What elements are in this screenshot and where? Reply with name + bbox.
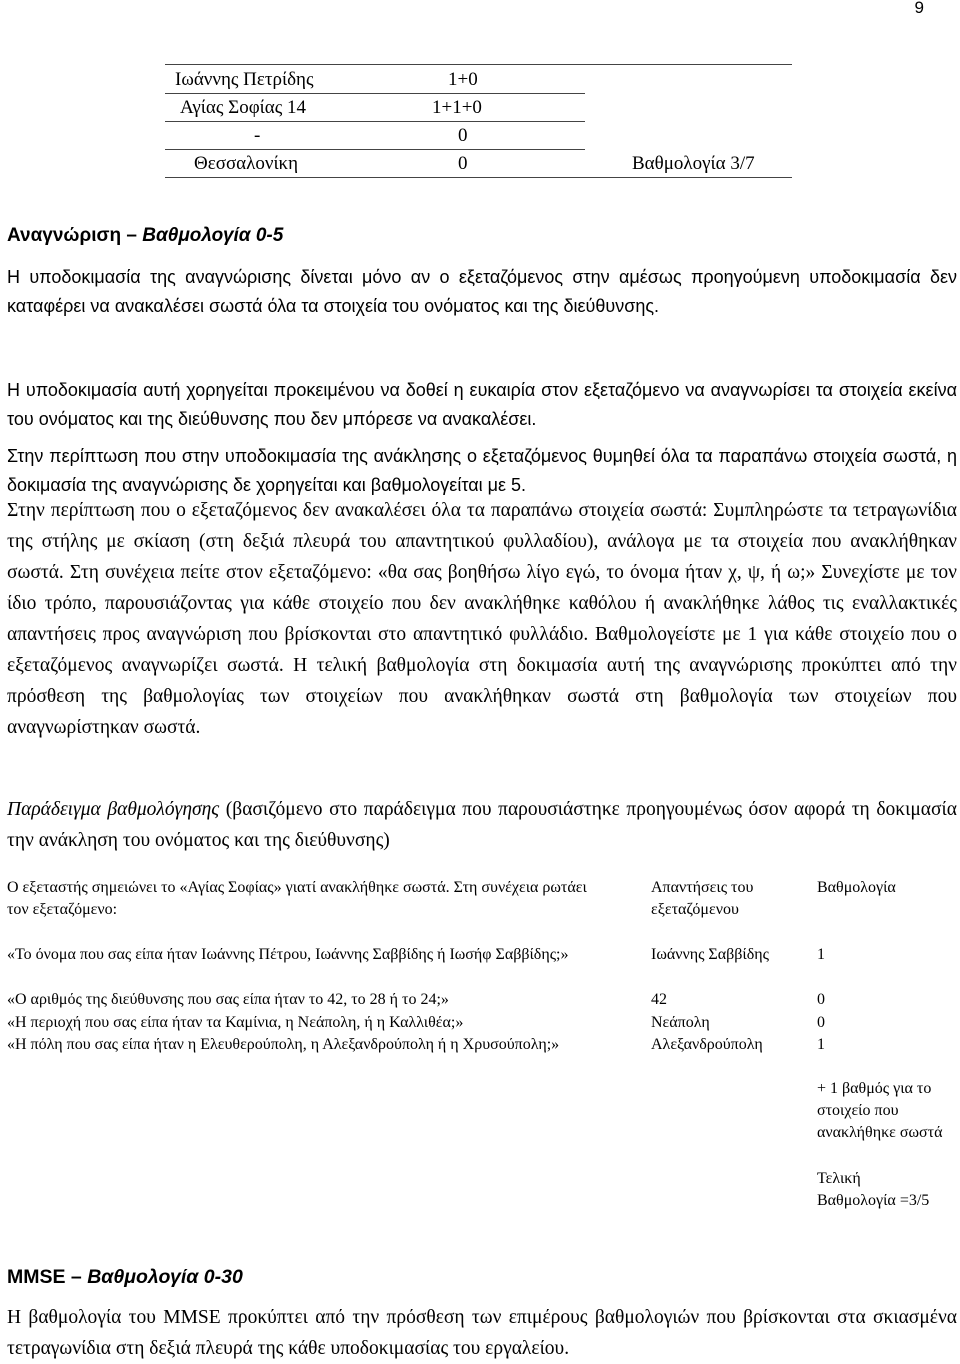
page-number: 9: [914, 0, 924, 17]
table-cell-score: 0: [458, 153, 468, 174]
column-header-answers: Απαντήσεις του εξεταζόμενου: [651, 879, 754, 918]
example-question: «Η περιοχή που σας είπα ήταν τα Καμίνια, η Νεάπολη, ή η Καλλιθέα;»: [7, 1014, 464, 1031]
example-answer: Νεάπολη: [651, 1014, 710, 1031]
table-cell-score: 1+1+0: [432, 97, 482, 118]
total-score: Βαθμολογία 3/7: [632, 153, 755, 174]
table-cell-city: Θεσσαλονίκη: [194, 153, 299, 174]
table-rule: [165, 149, 585, 150]
table-rule: [165, 64, 792, 65]
section-title-recognition: Αναγνώριση – Βαθμολογία 0-5: [7, 225, 284, 246]
table-cell-score: 1+0: [448, 69, 478, 90]
final-score-label: Τελική: [817, 1170, 861, 1187]
example-score: 0: [817, 991, 825, 1008]
final-score-value: Βαθμολογία =3/5: [817, 1192, 930, 1209]
table-rule: [165, 93, 585, 94]
table-cell-score: 0: [458, 125, 468, 146]
example-intro: Ο εξεταστής σημειώνει το «Αγίας Σοφίας» γιατί ανακλήθηκε σωστά. Στη συνέχεια ρωτάει τον εξεταζόμενο:: [7, 879, 587, 918]
table-cell-street: Αγίας Σοφίας 14: [180, 97, 307, 118]
column-header-score: Βαθμολογία: [817, 879, 896, 896]
example-heading: [7, 794, 957, 856]
recognition-paragraph-2: Η υποδοκιμασία αυτή χορηγείται προκειμένου να δοθεί η ευκαιρία στον εξεταζόμενο να αναγνωρίσει τα στοιχεία εκείνα του ονόματος και της διεύθυνσης που δεν μπόρεσε να ανακαλέσει.: [7, 380, 957, 429]
example-question: «Η πόλη που σας είπα ήταν η Ελευθερούπολη, η Αλεξανδρούπολη ή η Χρυσούπολη;»: [7, 1036, 560, 1053]
section-title-mmse: MMSE – Βαθμολογία 0-30: [7, 1266, 243, 1288]
example-score: 1: [817, 946, 825, 963]
example-heading-italic: Παράδειγμα βαθμολόγησης: [7, 799, 220, 820]
table-cell-area: -: [254, 125, 261, 146]
example-answer: Αλεξανδρούπολη: [651, 1036, 763, 1053]
example-heading-rest: (βασιζόμενο στο παράδειγμα που παρουσιάστηκε προηγουμένως όσον αφορά τη δοκιμασία την ανάκληση του ονόματος και της διεύθυνσης): [7, 799, 957, 851]
recognition-instructions: Στην περίπτωση που ο εξεταζόμενος δεν ανακαλέσει όλα τα παραπάνω στοιχεία σωστά: Συμπληρώστε τα τετραγωνίδια της στήλης με σκίαση (στη δεξιά πλευρά του απαντητικού φυλλαδίου), ανάλογα με τα στοιχεία που ανακλήθηκαν σωστά. Στη συνέχεια πείτε στον εξεταζόμενο: «θα σας βοηθήσω λίγο εγώ, το όνομα ήταν χ, ψ, ή ω;» Συνεχίστε με τον ίδιο τρόπο, παρουσιάζοντας για κάθε στοιχείο που δεν ανακλήθηκε καθόλου ή ανακλήθηκε λάθος τις εναλλακτικές απαντήσεις προς αναγνώριση που βρίσκονται στο απαντητικό φυλλάδιο. Βαθμολογείστε με 1 για κάθε στοιχείο που ο εξεταζόμενος αναγνωρίζει σωστά. Η τελική βαθμολογία στη δοκιμασία αυτή της αναγνώρισης προκύπτει από την πρόσθεση της βαθμολογίας των στοιχείων που ανακλήθηκαν σωστά στη βαθμολογία των στοιχείων που αναγνωρίστηκαν σωστά.: [7, 500, 957, 738]
example-question: «Το όνομα που σας είπα ήταν Ιωάννης Πέτρου, Ιωάννης Σαββίδης ή Ιωσήφ Σαββίδης;»: [7, 946, 569, 963]
table-cell-name: Ιωάννης Πετρίδης: [175, 69, 314, 90]
bonus-note: + 1 βαθμός για το στοιχείο που ανακλήθηκε σωστά: [817, 1080, 943, 1141]
mmse-paragraph: Η βαθμολογία του MMSE προκύπτει από την πρόσθεση των επιμέρους βαθμολογιών που βρίσκονται στα σκιασμένα τετραγωνίδια στη δεξιά πλευρά της κάθε υποδοκιμασίας του εργαλείου.: [7, 1307, 957, 1359]
table-rule: [165, 121, 585, 122]
example-answer: 42: [651, 991, 667, 1008]
example-score: 0: [817, 1014, 825, 1031]
recognition-paragraph-1: Η υποδοκιμασία της αναγνώρισης δίνεται μόνο αν ο εξεταζόμενος στην αμέσως προηγούμενη υποδοκιμασία δεν καταφέρει να ανακαλέσει σωστά όλα τα στοιχεία του ονόματος και της διεύθυνσης.: [7, 267, 957, 316]
table-rule: [165, 177, 792, 178]
recognition-paragraph-3: Στην περίπτωση που στην υποδοκιμασία της ανάκλησης ο εξεταζόμενος θυμηθεί όλα τα παραπάνω στοιχεία σωστά, η δοκιμασία της αναγνώρισης δε χορηγείται και βαθμολογείται με 5.: [7, 446, 957, 495]
example-answer: Ιωάννης Σαββίδης: [651, 946, 769, 963]
example-score: 1: [817, 1036, 825, 1053]
example-question: «Ο αριθμός της διεύθυνσης που σας είπα ήταν το 42, το 28 ή το 24;»: [7, 991, 449, 1008]
